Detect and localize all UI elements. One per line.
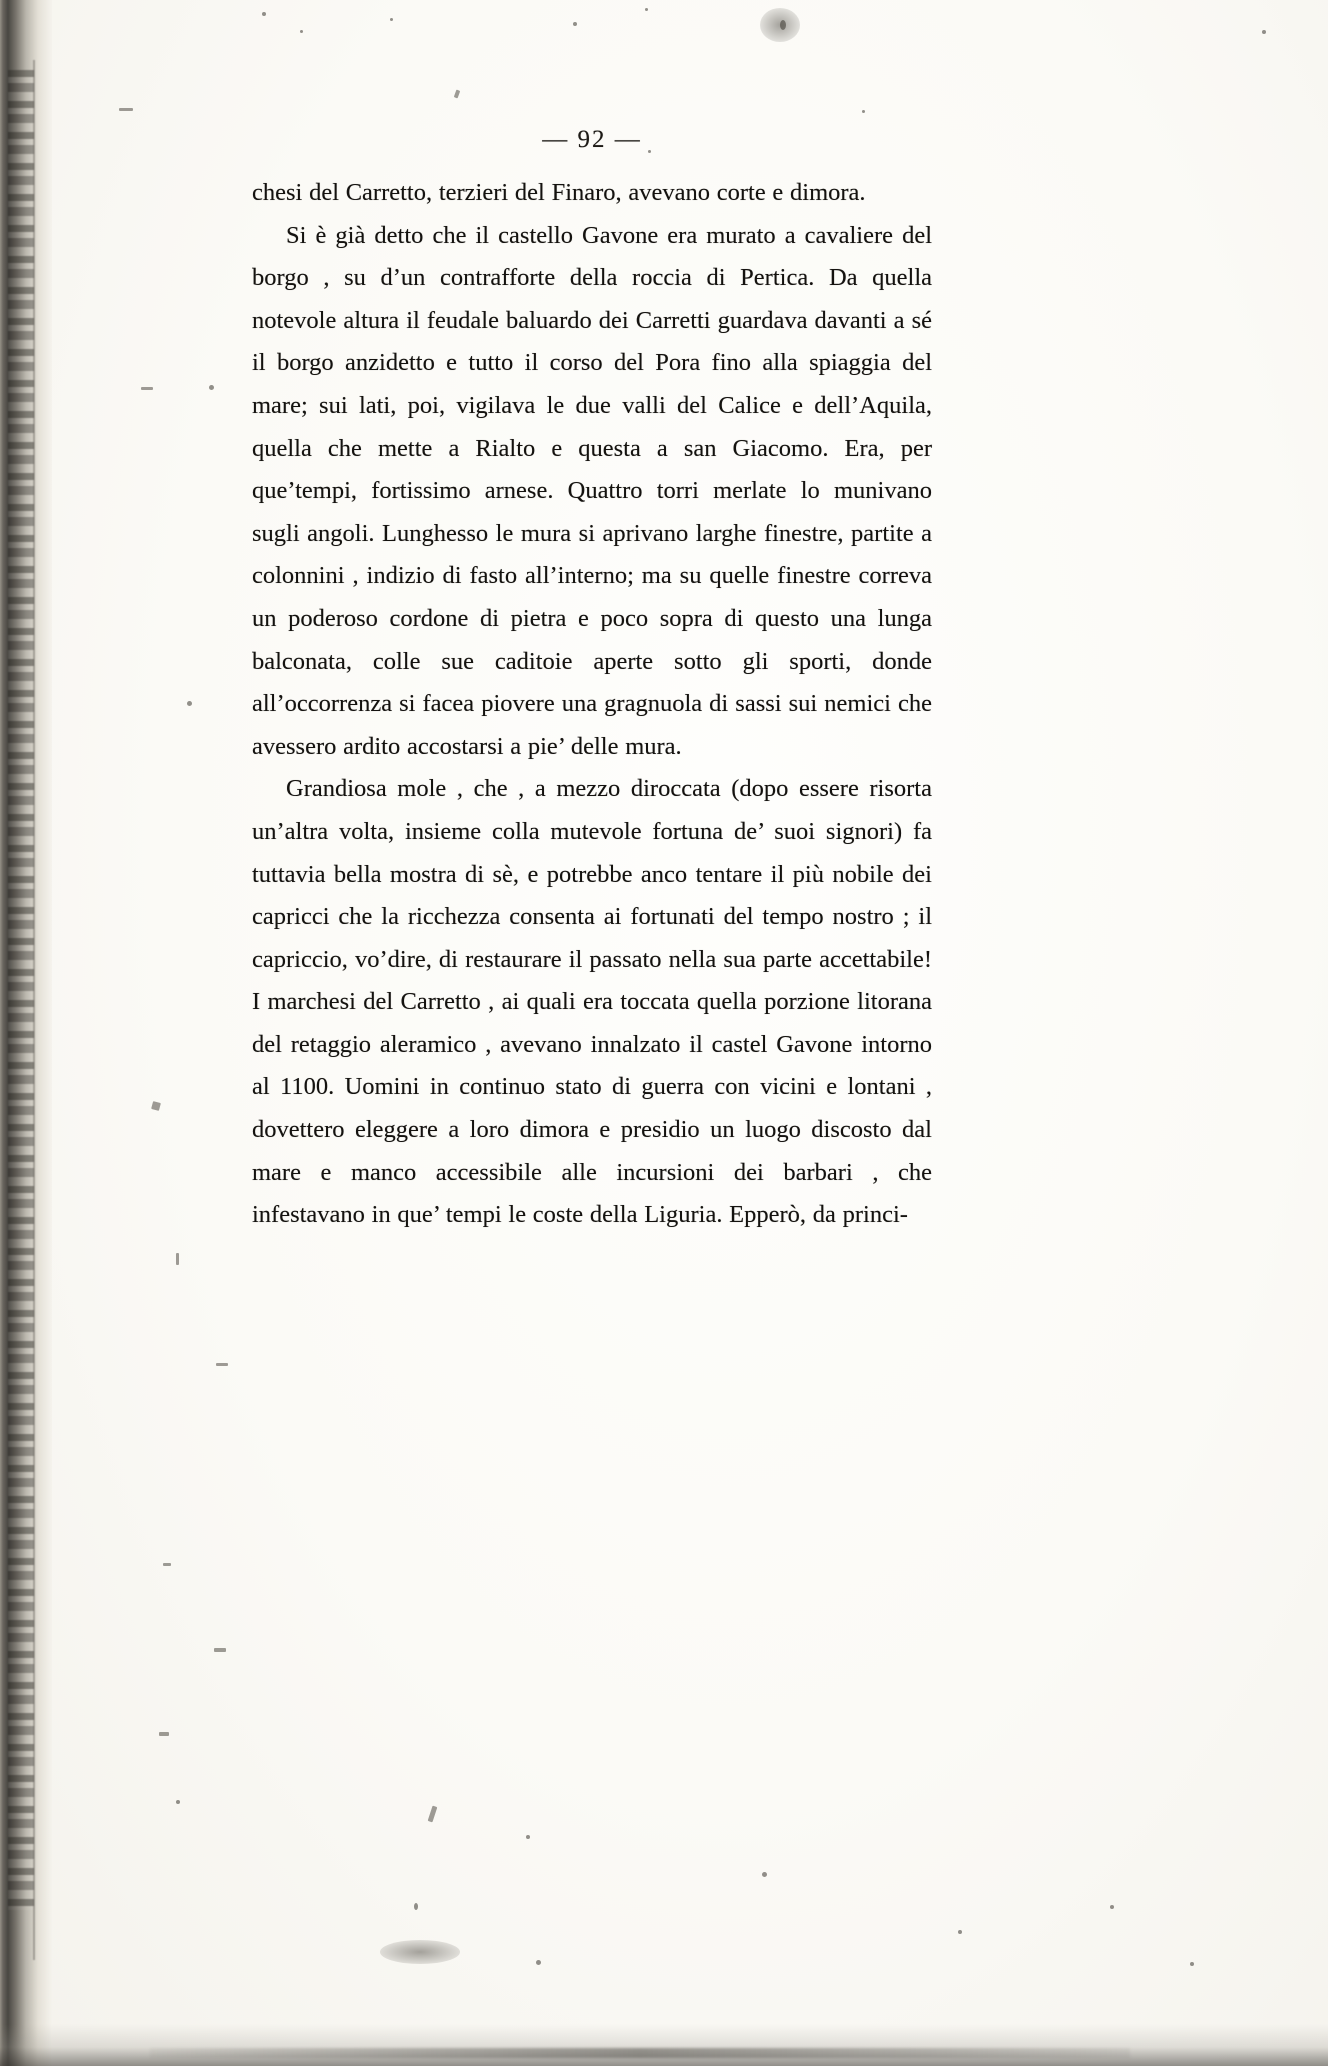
scan-speck <box>428 1806 438 1823</box>
scan-bottom-edge-line <box>150 2048 1130 2058</box>
scan-speck <box>209 385 214 390</box>
scan-speck <box>645 8 648 11</box>
scan-speck <box>1110 1905 1114 1909</box>
scan-speck <box>414 1903 418 1910</box>
scan-speck <box>300 30 303 33</box>
scan-bottom-edge <box>0 2024 1328 2066</box>
paragraph: chesi del Carretto, terzieri del Finaro, avevano corte e dimora. <box>252 179 866 206</box>
scan-speck <box>526 1835 530 1839</box>
scan-speck <box>1262 30 1266 34</box>
scan-speck <box>262 12 266 16</box>
scan-speck <box>454 90 460 99</box>
scan-speck <box>390 18 393 21</box>
scan-speck <box>536 1960 541 1965</box>
scan-speck <box>216 1363 228 1366</box>
scan-speck <box>176 1800 180 1804</box>
gutter-edge-line <box>33 60 35 1960</box>
scan-speck <box>958 1930 962 1934</box>
scan-speck <box>187 701 192 706</box>
scan-smudge <box>380 1940 460 1964</box>
scan-speck <box>119 108 133 111</box>
binding-stitch-marks <box>8 70 34 1910</box>
scan-speck <box>862 110 865 113</box>
scan-speck <box>163 1563 171 1566</box>
scan-speck <box>214 1648 226 1652</box>
scan-speck <box>151 1101 161 1111</box>
scan-speck <box>780 20 786 30</box>
scan-speck <box>176 1253 179 1265</box>
paragraph: Grandiosa mole , che , a mezzo diroccata (dopo essere risorta un’altra volta, insieme colla mutevole fortuna de’ suoi signori) fa tuttavia bella mostra di sè, e potrebbe anco tentare il più nobile dei capricci che la ricchezza consenta ai fortunati del tempo nostro ; il capriccio, vo’dire, di restaurare il passato nella sua parte accettabile! I marchesi del Carretto , ai quali era toccata quella porzione litorana del retaggio aleramico , avevano innalzato il castel Gavone intorno al 1100. Uomini in continuo stato di guerra con vicini e lontani , dovettero eleggere a loro dimora e presidio un luogo discosto dal mare e manco accessibile alle incursioni dei barbari , che infestavano in que’ tempi le coste della Liguria. Epperò, da princi- <box>252 775 932 1229</box>
paragraph: Si è già detto che il castello Gavone era murato a cavaliere del borgo , su d’un contrafforte della roccia di Pertica. Da quella notevole altura il feudale baluardo dei Carretti guardava davanti a sé il borgo anzidetto e tutto il corso del Pora fino alla spiaggia del mare; sui lati, poi, vigilava le due valli del Calice e dell’Aquila, quella che mette a Rialto e questa a san Giacomo. Era, per que’tempi, fortissimo arnese. Quattro torri merlate lo munivano sugli angoli. Lunghesso le mura si aprivano larghe finestre, partite a colonnini , indizio di fasto all’interno; ma su quelle finestre correva un poderoso cordone di pietra e poco sopra di questo una lunga balconata, colle sue caditoie aperte sotto gli sporti, donde all’occorrenza si facea piovere una gragnuola di sassi sui nemici che avessero ardito accostarsi a pie’ delle mura. <box>252 221 932 760</box>
body-text-column <box>252 172 932 1237</box>
scan-speck <box>141 387 153 390</box>
scan-speck <box>573 22 577 26</box>
page-number: — 92 — <box>542 126 642 153</box>
scan-speck <box>159 1732 169 1736</box>
scan-speck <box>648 150 651 153</box>
scan-speck <box>762 1872 767 1877</box>
scan-speck <box>1190 1962 1194 1966</box>
